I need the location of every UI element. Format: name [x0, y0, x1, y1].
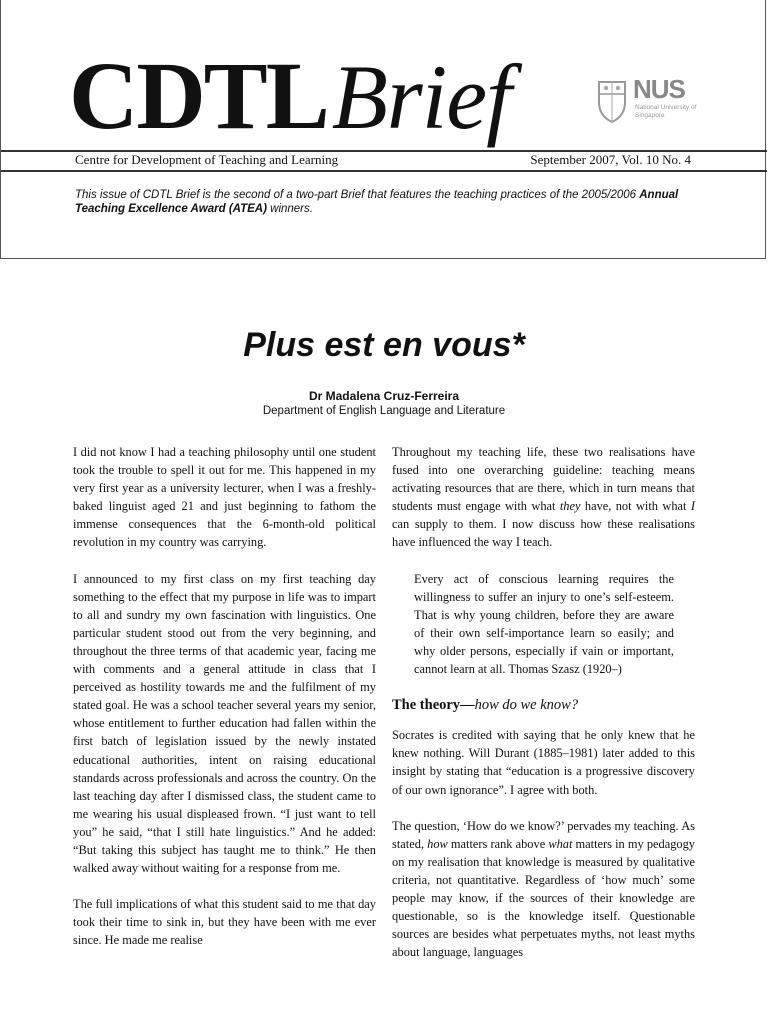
article-author: Dr Madalena Cruz-Ferreira: [308, 389, 460, 403]
paragraph: Socrates is credited with saying that he only knew that he knew nothing. Will Durant (1885–1981) later added to this insight by stating that “education is a progressive discovery of our own ignorance”. I agree with both.: [392, 728, 695, 797]
text-run: can supply to them. I now discuss how these realisations have influenced the way I teach.: [392, 517, 695, 550]
right-column: [392, 443, 695, 979]
block-quote: Every act of conscious learning requires the willingness to suffer an injury to one’s self-esteem. That is why young children, before they are aware of their own self-importance learn so easily; and why older persons, especially if vain or important, cannot learn at all. Thomas Szasz (1920–): [414, 571, 674, 677]
text-run-italic: they: [559, 499, 581, 514]
paragraph: The full implications of what this student said to me that day took their time to sink in, but they have been with me ever since. He made me realise: [73, 897, 376, 948]
issue-note-award: Annual Teaching Excellence Award (ATEA): [75, 189, 679, 215]
section-heading: [392, 696, 695, 714]
text-run-italic: I: [690, 499, 695, 514]
issue-note-text: This issue of CDTL Brief is the second of a two-part Brief that features the teaching practices of the 2005/2006: [75, 189, 637, 201]
brief-header: [0, 0, 766, 259]
article-title: Plus est en vous*: [243, 326, 525, 364]
header-rule-bottom: [1, 170, 767, 172]
section-heading-text: The theory—: [392, 697, 475, 714]
text-run-italic: how: [427, 836, 448, 851]
text-run: The question, ‘How do we know?’ pervades my teaching. As stated,: [392, 818, 695, 851]
text-run: matters rank above: [447, 836, 549, 851]
section-heading-italic: how do we know?: [474, 697, 579, 714]
text-run: matters in my pedagogy on my realisation that knowledge is measured by qualitative criteria, not quantitative. Regardless of ‘how much’ some people may know, if the sources of their knowledge are questionable, so is the knowledge itself. Questionable sources are besides what perpetuates myths, not least myths about language, languages: [392, 836, 695, 960]
nus-logo: [597, 74, 707, 128]
masthead-brief: Brief: [331, 46, 511, 148]
text-run: Throughout my teaching life, these two realisations have fused into one overarching guideline: teaching means activating resources that are there, which in turn means that students must engage with what: [392, 445, 695, 514]
nus-crest-icon: [597, 80, 627, 124]
author-department: Department of English Language and Literature: [262, 405, 506, 417]
nus-logo-text: NUS: [633, 74, 685, 104]
paragraph: I announced to my first class on my first teaching day something to the effect that my purpose in life was to impart to all and sundry my own fascination with linguistics. One particular student stood out from the very beginning, and throughout the three terms of that academic year, facing me with comments and a general attitude in class that I perceived as hostility towards me and the fulfilment of my stated goal. He was a school teacher several years my senior, whose entitlement to further education had fallen within the first batch of legislation issued by the newly instated educational authorities, intent on raising educational standards across professionals and across the country. On the last teaching day after I dismissed class, the student came to me wearing his usual displeased frown. “I just want to tell you” he said, “that I still hate linguistics.” And he added: “But taking this subject has taught me to think.” He then walked away without waiting for a response from me.: [73, 571, 376, 876]
left-column: [73, 443, 376, 967]
centre-name: Centre for Development of Teaching and Learning: [75, 152, 339, 167]
paragraph: [392, 817, 695, 962]
paragraph: [392, 443, 695, 552]
text-run: have, not with what: [580, 499, 691, 514]
text-run-italic: what: [548, 836, 573, 851]
nus-logo-subtext: National University of Singapore: [635, 104, 697, 119]
issue-note-tail: winners.: [266, 203, 313, 215]
masthead-cdtl: CDTL: [69, 42, 328, 149]
issue-note: [75, 188, 715, 216]
issue-date: September 2007, Vol. 10 No. 4: [530, 152, 691, 167]
paragraph: I did not know I had a teaching philosophy until one student took the trouble to spell it out for me. This happened in my very first year as a university lecturer, when I was a freshly-baked linguist aged 21 and just beginning to fathom the immense consequences that the 6-month-old political revolution in my country was carrying.: [73, 445, 376, 550]
masthead-logo: [69, 40, 511, 150]
